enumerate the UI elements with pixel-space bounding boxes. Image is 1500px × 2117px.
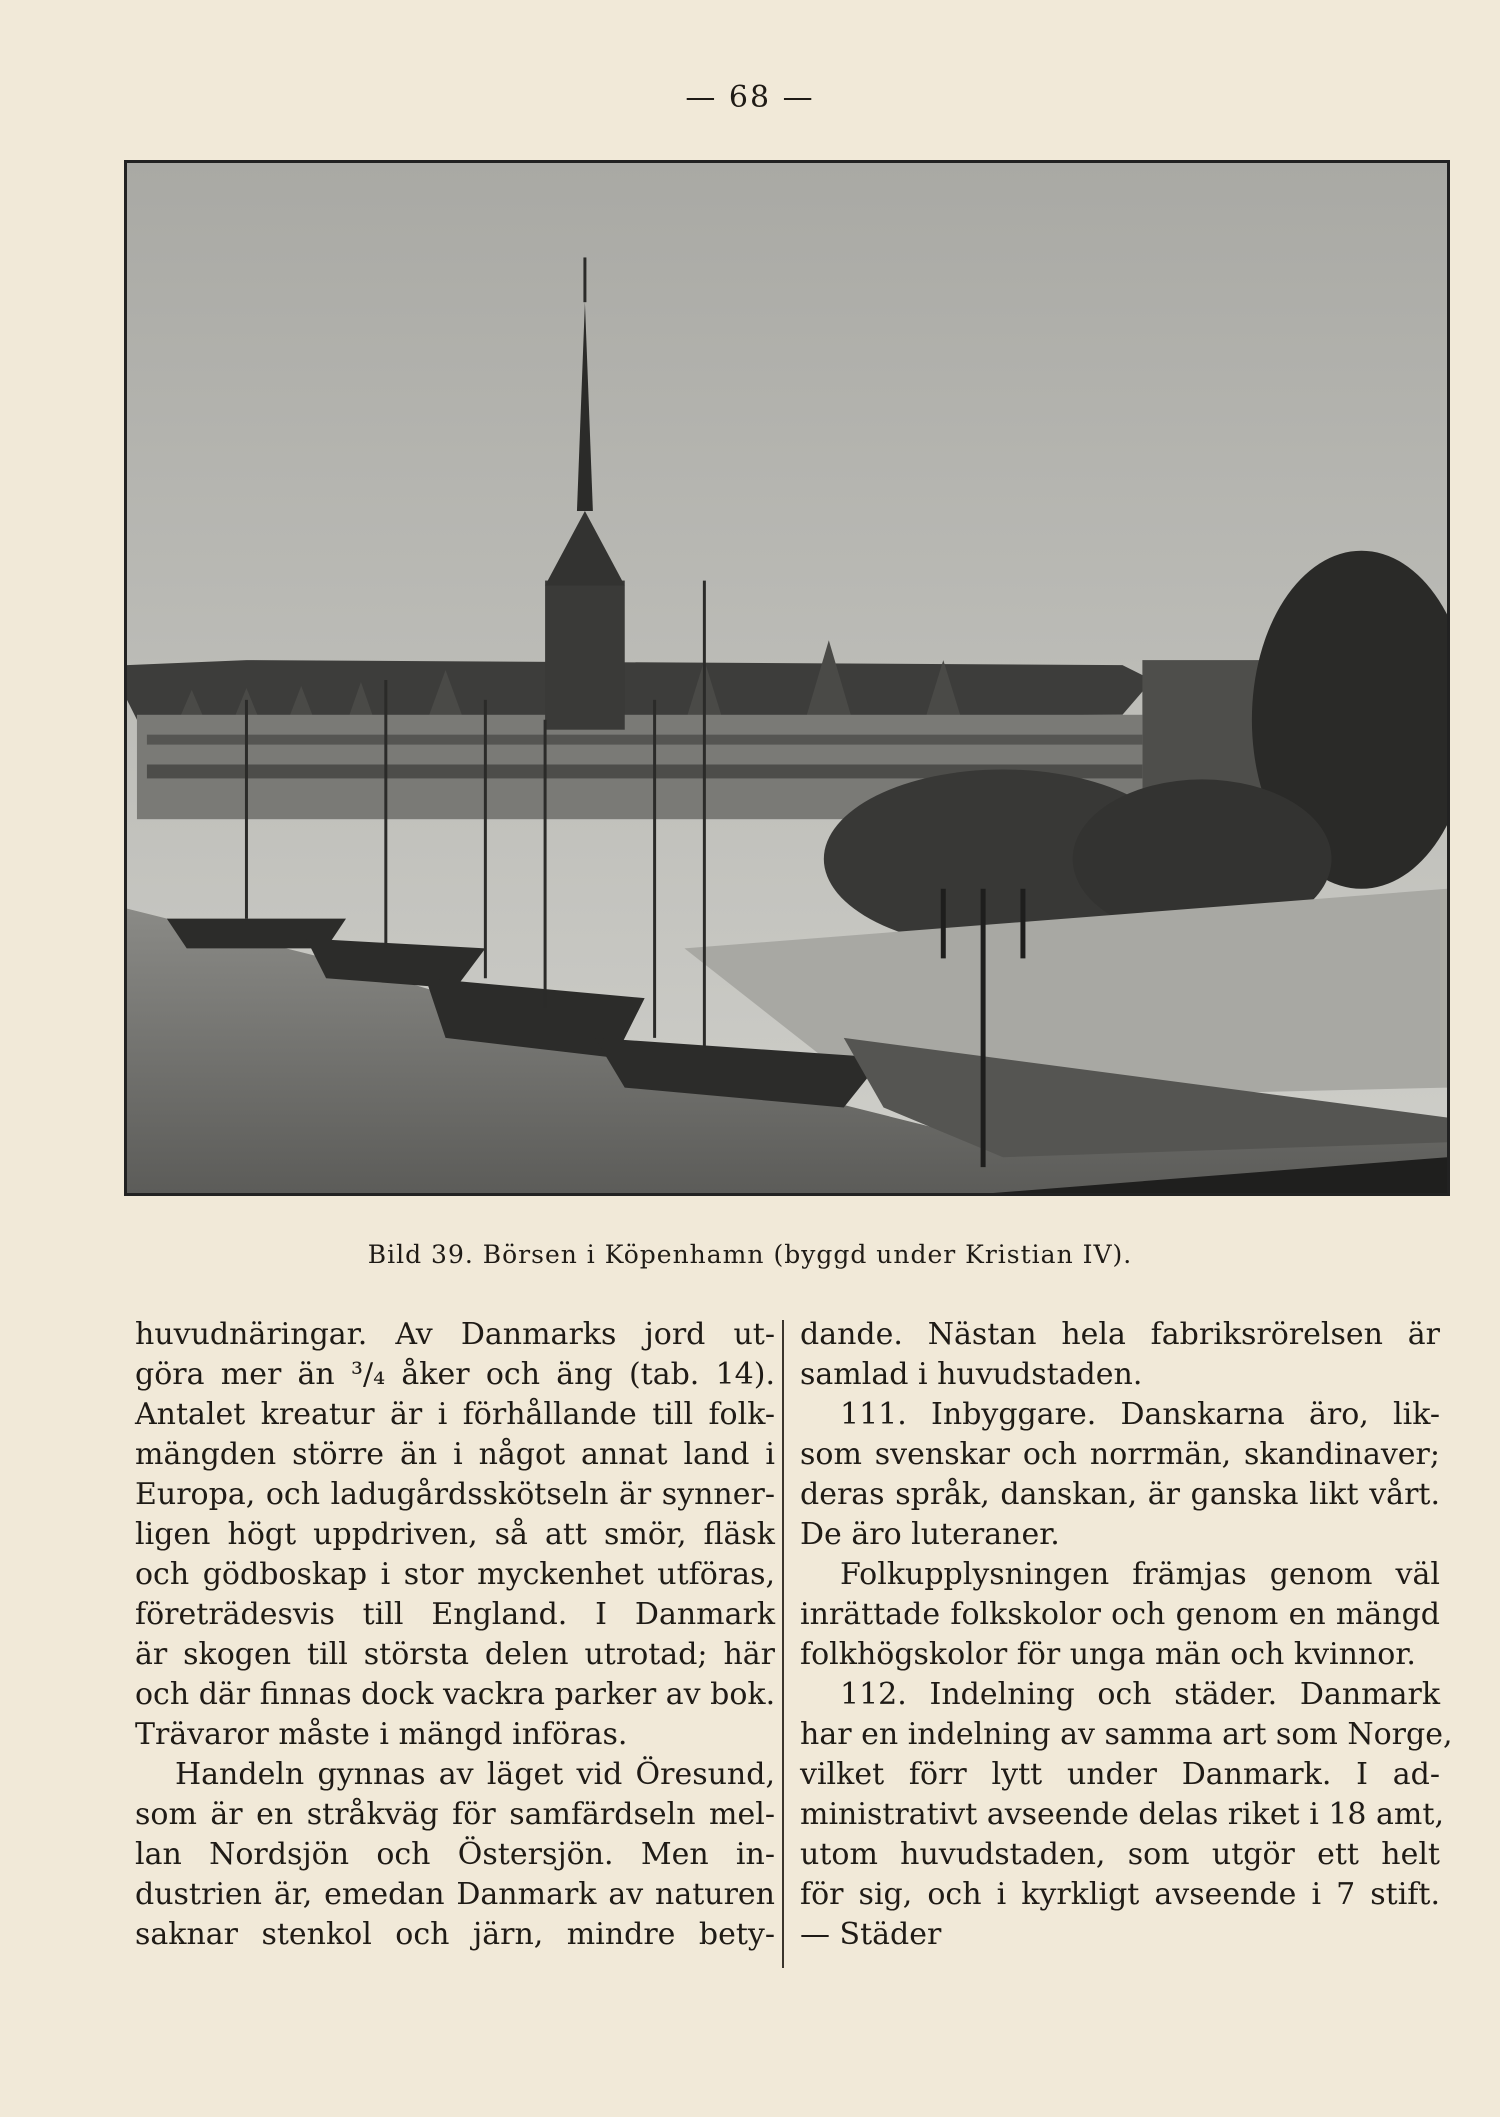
text-line: dande. Nästan hela fabriksrörelsen är [800,1317,1440,1352]
text-line: De äro luteraner. [800,1517,1060,1552]
text-line: för sig, och i kyrkligt avseende i 7 stift. [800,1877,1440,1912]
text-line: saknar stenkol och järn, mindre bety- [135,1917,775,1952]
text-line: Folkupplysningen främjas genom väl [840,1557,1440,1592]
text-line: vilket förr lytt under Danmark. I ad- [800,1757,1440,1792]
roofline [127,660,1152,720]
photograph-borsen [124,160,1450,1196]
text-line: utom huvudstaden, som utgör ett helt [800,1837,1440,1872]
text-line: ministrativt avseende delas riket i 18 amt, [800,1797,1444,1832]
column-divider [782,1320,784,1968]
text-line: har en indelning av samma art som Norge, [800,1717,1453,1752]
text-line: lan Nordsjön och Östersjön. Men in- [135,1837,775,1872]
text-line: och där finnas dock vackra parker av bok. [135,1677,776,1712]
text-line: Handeln gynnas av läget vid Öresund, [175,1757,775,1792]
section-heading-line: 111. Inbyggare. Danskarna äro, lik- [840,1397,1440,1432]
text-line: dustrien är, emedan Danmark av naturen [135,1877,775,1912]
figure-caption: Bild 39. Börsen i Köpenhamn (byggd under Kristian IV). [367,1240,1133,1269]
text-line: huvudnäringar. Av Danmarks jord ut- [135,1317,775,1352]
text-line: och gödboskap i stor myckenhet utföras, [135,1557,775,1592]
text-line: deras språk, danskan, är ganska likt vårt. [800,1477,1440,1512]
text-line: Trävaror måste i mängd införas. [135,1717,628,1752]
right-column [800,1315,1453,1955]
text-line: är skogen till största delen utrotad; här [135,1637,775,1672]
text-line: — Städer [800,1917,942,1952]
text-line: göra mer än ³/₄ åker och äng (tab. 14). [135,1357,775,1392]
text-line: Antalet kreatur är i förhållande till folk- [135,1397,775,1432]
text-line: företrädesvis till England. I Danmark [135,1597,775,1632]
tower [545,581,625,730]
text-line: samlad i huvudstaden. [800,1357,1143,1392]
text-line: folkhögskolor för unga män och kvinnor. [800,1637,1416,1672]
text-line: som är en stråkväg för samfärdseln mel- [135,1797,775,1832]
left-column [135,1315,775,1955]
page-number: — 68 — [685,80,815,115]
text-line: mängden större än i något annat land i [135,1437,775,1472]
photo-illustration [127,163,1447,1193]
text-line: inrättade folkskolor och genom en mängd [800,1597,1440,1632]
text-line: Europa, och ladugårdsskötseln är synner- [135,1477,775,1512]
text-line: ligen högt uppdriven, så att smör, fläsk [135,1517,775,1552]
text-line: som svenskar och norrmän, skandinaver; [800,1437,1440,1472]
section-heading-line: 112. Indelning och städer. Danmark [840,1677,1440,1712]
